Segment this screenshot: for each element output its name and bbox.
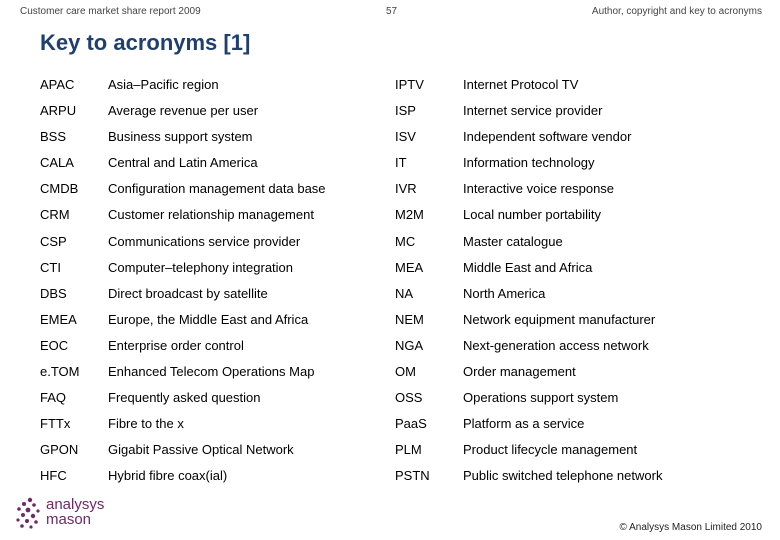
acronym-definition: Gigabit Passive Optical Network bbox=[108, 442, 294, 458]
acronym-definition: Europe, the Middle East and Africa bbox=[108, 311, 309, 327]
acronym-definition: Central and Latin America bbox=[108, 155, 258, 171]
page-title: Key to acronyms [1] bbox=[40, 30, 251, 55]
section-header: Author, copyright and key to acronyms bbox=[591, 6, 762, 17]
acronym-abbreviation: CSP bbox=[40, 233, 67, 249]
acronym-abbreviation: DBS bbox=[40, 285, 67, 301]
acronym-definition: Interactive voice response bbox=[463, 181, 615, 197]
acronym-abbreviation: PLM bbox=[395, 442, 422, 458]
acronym-definition: Network equipment manufacturer bbox=[463, 311, 656, 327]
logo-mark-icon bbox=[14, 497, 44, 531]
acronym-abbreviation: OSS bbox=[395, 390, 423, 406]
acronym-definition: Business support system bbox=[108, 129, 253, 145]
acronym-definition: Operations support system bbox=[463, 390, 619, 406]
acronym-definition: Information technology bbox=[463, 155, 595, 171]
acronym-definition: Platform as a service bbox=[463, 416, 585, 432]
acronym-abbreviation: OM bbox=[395, 364, 416, 380]
acronym-abbreviation: ISV bbox=[395, 129, 416, 145]
acronym-definition: Master catalogue bbox=[463, 233, 563, 249]
acronym-abbreviation: EOC bbox=[40, 337, 69, 353]
acronym-definition: Average revenue per user bbox=[108, 103, 259, 119]
acronym-definition: Public switched telephone network bbox=[463, 468, 663, 484]
acronym-abbreviation: CALA bbox=[40, 155, 74, 171]
acronym-abbreviation: BSS bbox=[40, 129, 67, 145]
acronym-abbreviation: CMDB bbox=[40, 181, 79, 197]
acronym-definition: Customer relationship management bbox=[108, 207, 314, 223]
acronym-definition: Computer–telephony integration bbox=[108, 259, 294, 275]
acronym-definition: Frequently asked question bbox=[108, 390, 261, 406]
acronym-abbreviation: MC bbox=[395, 233, 416, 249]
acronym-abbreviation: CTI bbox=[40, 259, 61, 275]
logo-text-mason: mason bbox=[46, 511, 92, 528]
acronym-abbreviation: IT bbox=[395, 155, 407, 171]
page-number: 57 bbox=[386, 6, 398, 17]
acronym-definition: Hybrid fibre coax(ial) bbox=[108, 468, 228, 484]
acronym-abbreviation: IVR bbox=[395, 181, 417, 197]
acronym-abbreviation: IPTV bbox=[395, 77, 424, 92]
acronym-abbreviation: NA bbox=[395, 285, 414, 301]
acronym-definition: Product lifecycle management bbox=[463, 442, 638, 458]
acronym-definition: Order management bbox=[463, 364, 576, 380]
acronym-definition: Internet service provider bbox=[463, 103, 603, 119]
acronym-definition: Configuration management data base bbox=[108, 181, 326, 197]
acronym-definition: Communications service provider bbox=[108, 233, 301, 249]
acronym-definition: Asia–Pacific region bbox=[108, 77, 219, 92]
acronym-definition: North America bbox=[463, 285, 546, 301]
acronym-abbreviation: FAQ bbox=[40, 390, 67, 406]
acronym-abbreviation: ISP bbox=[395, 103, 416, 119]
acronym-definition: Enhanced Telecom Operations Map bbox=[108, 364, 315, 380]
acronym-abbreviation: FTTx bbox=[40, 416, 71, 432]
acronym-abbreviation: NEM bbox=[395, 311, 424, 327]
acronym-definition: Local number portability bbox=[463, 207, 602, 223]
acronym-abbreviation: PaaS bbox=[395, 416, 427, 432]
acronym-definition: Next-generation access network bbox=[463, 337, 649, 353]
acronym-abbreviation: CRM bbox=[40, 207, 70, 223]
copyright-footer: © Analysys Mason Limited 2010 bbox=[619, 522, 762, 533]
acronym-definition: Fibre to the x bbox=[108, 416, 184, 432]
acronym-abbreviation: ARPU bbox=[40, 103, 77, 119]
acronym-abbreviation: e.TOM bbox=[40, 364, 80, 380]
acronym-abbreviation: APAC bbox=[40, 77, 75, 92]
acronym-definition: Enterprise order control bbox=[108, 337, 244, 353]
acronym-definition: Middle East and Africa bbox=[463, 259, 593, 275]
acronym-abbreviation: GPON bbox=[40, 442, 79, 458]
acronym-definition: Internet Protocol TV bbox=[463, 77, 579, 92]
acronym-abbreviation: MEA bbox=[395, 259, 424, 275]
logo-text-analysys: analysys bbox=[46, 496, 105, 513]
acronym-abbreviation: HFC bbox=[40, 468, 67, 484]
acronym-abbreviation: NGA bbox=[395, 337, 424, 353]
report-title-header: Customer care market share report 2009 bbox=[20, 6, 201, 17]
acronym-abbreviation: PSTN bbox=[395, 468, 430, 484]
acronym-abbreviation: EMEA bbox=[40, 311, 77, 327]
acronym-definition: Independent software vendor bbox=[463, 129, 632, 145]
analysys-mason-logo bbox=[14, 497, 134, 531]
acronym-definition: Direct broadcast by satellite bbox=[108, 285, 268, 301]
acronym-abbreviation: M2M bbox=[395, 207, 424, 223]
